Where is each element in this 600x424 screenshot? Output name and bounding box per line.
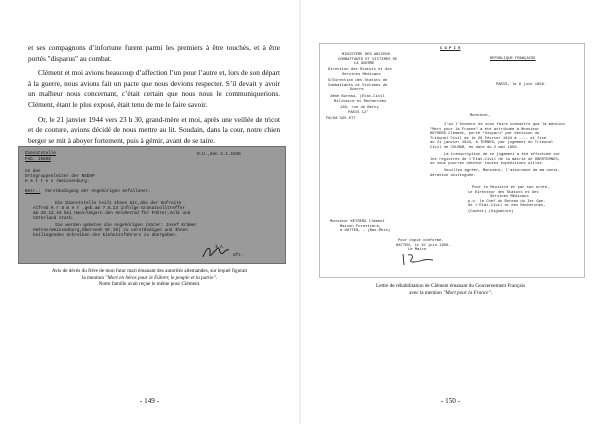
doc-recipient-line-2: Maison Forestière, [340, 224, 382, 229]
doc-direction-line-3: S/Direction des Statuts de [328, 79, 388, 83]
doc-republique-francaise: REPUBLIQUE FRANÇAISE [490, 57, 536, 61]
doc-body-line-1: Die Dienststelle teilt Ihnen mit,das der Gefreite [55, 201, 182, 206]
doc-bureau-line-1: 2ème Bureau, (Etat-Civil [330, 95, 385, 99]
doc-sign-line-5: de l’Etat-Civil et des Recherches, [468, 204, 546, 208]
doc-address-line: 139, rue de Bercy [340, 106, 379, 110]
doc-ministere-line-1: MINISTERE DES ANCIENS [342, 53, 390, 57]
doc-subject-label: Betr.: [25, 189, 41, 194]
paragraph-1: et ses compagnons d’infortune furent parmi les premiers à être touchés, et à être portés "disparus" au combat. [28, 43, 280, 63]
doc-header-feldpost: Feb. 15698 [25, 157, 51, 162]
doc-ministere-line-2: COMBATTANTS ET VICTIMES DE [338, 57, 398, 62]
doc-recipient-line-3: à HATTEN, - (Bas-Rhin) [340, 229, 391, 233]
doc-subject: Verständigung der Angehörigen Gefallener. [45, 189, 151, 194]
doc-header-date: O.U.,den 2.1.1945 [197, 152, 241, 157]
doc-conform-line-1: Pour copie conforme. [398, 239, 444, 243]
doc-body-line-5: Sie werden gebeten die Angehörigen (Vater: Josef Krämer [55, 223, 197, 228]
doc-signoff: I.A. [215, 245, 226, 250]
doc-sign-line-6: (Cachet) (Signature) [468, 210, 514, 214]
doc-para2-line-3: où vous pourrez obtenir toutes expéditions utiles. [430, 162, 544, 166]
doc-direction-line-1: Direction des Statuts et des [328, 68, 392, 72]
doc-recipient-line-1: Monsieur KEYSERG Clément [330, 220, 385, 224]
left-page [0, 0, 299, 424]
doc-paris-code: PARIS 12° [348, 111, 369, 115]
doc-para2-line-2: les registres de l’Etat-Civil de la mairie de OBERTERNES, [430, 157, 560, 162]
doc-para2-line-1: La transcription de ce jugement a été effectuée sur [444, 153, 561, 157]
doc-para1-line-5: au 21 janvier 1944, à TERNES, par jugement du Tribunal [430, 141, 554, 145]
french-rehabilitation-letter-document [319, 43, 585, 278]
doc-sign-line-1: Pour le Ministre et par son ordre, [472, 186, 550, 190]
left-page-number: - 149 - [139, 397, 160, 405]
left-caption-line-2: la mention "Mort en héros pour le Führer, le peuple et la patrie". [81, 274, 218, 281]
doc-sign-line-2: Le Directeur des Statuts et des [468, 190, 539, 195]
doc-conform-line-3: Le Maire [408, 248, 427, 252]
doc-direction-line-5: Guerre [350, 88, 364, 92]
german-death-notice-document [18, 146, 286, 264]
left-page-body-text [28, 43, 280, 150]
doc-direction-line-2: Services Médicaux [342, 72, 381, 77]
doc-reference: FN/DA 325.077 [326, 117, 356, 121]
paragraph-3: Or, le 21 janvier 1944 vers 23 h 30, grand-mère et moi, après une veillée de tricot et de couture, avions décidé de nous mettre au lit. Soudain, dans la cour, notre chien berger se mit à aboyer fortement, puis à gémir, avant de se taire. [28, 114, 280, 145]
doc-place-date: PARIS, le 9 juin 1956. [496, 83, 547, 87]
doc-sign-line-4: p.o. le Chef du Bureau du Ier Gpe. [468, 199, 546, 204]
doc-para3-line-2: dération distinguée. [430, 173, 476, 178]
doc-body-line-7: beiliegendes Schreiben des Einheitsführers zu übergeben. [33, 233, 178, 238]
doc-direction-line-4: Combattants et Victimes de [328, 83, 388, 88]
doc-body-line-4: Vaterland starb. [33, 216, 75, 221]
doc-para1-line-2: "Mort pour la France" a été attribuée à Monsieur [430, 127, 540, 132]
doc-address-line-2: Ortsgruppenleiter der NSDAP [25, 174, 95, 179]
right-page [301, 0, 600, 424]
right-page-number: - 150 - [440, 397, 461, 405]
doc-address-line-1: An den [25, 169, 41, 174]
doc-para1-line-3: KEYSERG Clément, porté "disparu" par décision du [430, 132, 540, 136]
doc-para3-line-1: Veuillez agréer, Monsieur, l’assurance de ma consi- [444, 169, 561, 173]
doc-sign-line-3: Services Médicaux [490, 195, 529, 199]
doc-body-line-3: am 20.12.44 bei Hans/Ungarn den Heldentod für Führer,Volk und [33, 211, 191, 216]
signature-scribble [201, 244, 231, 260]
doc-bureau-line-2: Militaire et Recherches [334, 99, 387, 104]
paragraph-2: Clément et moi avions beaucoup d’affection l’un pour l’autre et, lors de son départ à la guerre, nous avions fait un pacte que nous devions respecter. S’il devait y avoir un malheur nous concernant, c’était certain que nous nous le communiquerions. Clément, étant le plus exposé, était tenu de me le faire savoir. [28, 68, 280, 109]
doc-para1-line-4: Tribunal Civil de le 28 Février 1944 à ---- et fixé [430, 136, 547, 141]
doc-ministere-line-3: LA GUERRE [354, 62, 375, 66]
left-caption-line-1: Avis de décès du frère de mon futur mari émanant des autorités allemandes, sur lequel figurait [51, 268, 248, 274]
doc-body-line-6: Hatten/Weissenburg,Oberseeh Nr.36) zu verständigen und Ihnen [33, 228, 188, 233]
doc-conform-line-2: HATTEN, le 15 juin 1956. [396, 243, 451, 248]
doc-copie-heading: C O P I E [440, 47, 461, 51]
right-caption-line-1: Lettre de réhabilitation de Clément émanant du Gouvernement Français [376, 283, 525, 289]
right-caption-line-2: avec la mention "Mort pour la France". [409, 289, 492, 296]
doc-signature-rank: Ufz. [233, 253, 244, 258]
doc-para1-line-6: Civil de COLMAR, en date du 2 mai 1956. [430, 145, 519, 150]
doc-para1-line-1: J’ai l’honneur de vous faire connaître que la mention [444, 123, 565, 127]
mayor-signature-scribble [400, 251, 436, 267]
doc-body-line-2: Alfred K r ä m e r ,geb.am 7.5.23 infolge Granatvolltreffer [33, 206, 186, 211]
doc-header-dienststelle: Dienststelle [25, 151, 56, 156]
doc-address-line-3: H a t t e n /Weissenburg. [25, 179, 90, 184]
left-caption [0, 268, 299, 288]
left-caption-line-3: Notre famille avait reçue le même pour Clément. [98, 281, 201, 288]
right-caption [301, 283, 600, 296]
doc-salutation: Monsieur, [470, 114, 491, 118]
